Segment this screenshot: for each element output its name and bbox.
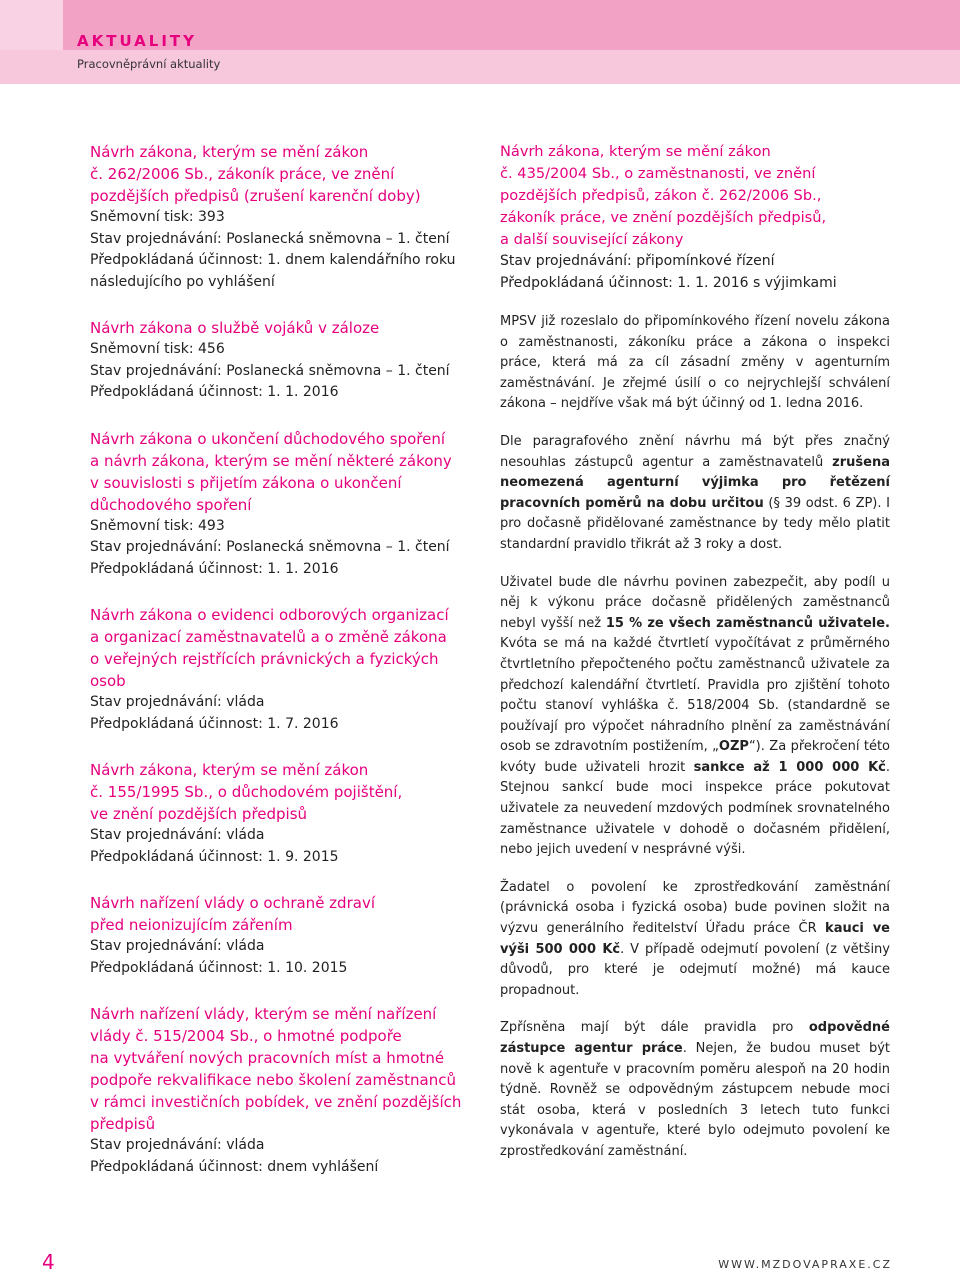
entry-detail-line: Stav projednávání: Poslanecká sněmovna – 1. čtení bbox=[90, 230, 450, 247]
entry-title-line: ve znění pozdějších předpisů bbox=[90, 805, 308, 823]
entry-detail-line: Předpokládaná účinnost: 1. dnem kalendářního roku bbox=[90, 252, 456, 268]
entry-title-line: zákoník práce, ve znění pozdějších předpisů, bbox=[500, 209, 827, 226]
legislation-entry bbox=[90, 759, 485, 868]
section-subtitle: Pracovněprávní aktuality bbox=[77, 57, 221, 71]
legislation-entry bbox=[90, 317, 485, 404]
entry-title-line: před neionizujícím zářením bbox=[90, 916, 293, 934]
entry-title-line: na vytváření nových pracovních míst a hmotné bbox=[90, 1049, 445, 1067]
entry-title-line: důchodového spoření bbox=[90, 495, 252, 514]
right-column bbox=[500, 141, 890, 1180]
entry-detail-line: následujícího po vyhlášení bbox=[90, 273, 275, 290]
entry-title-line: vlády č. 515/2004 Sb., o hmotné podpoře bbox=[90, 1027, 402, 1045]
entry-detail-line: Sněmovní tisk: 456 bbox=[90, 341, 225, 357]
entry-detail-line: Předpokládaná účinnost: 1. 10. 2015 bbox=[90, 959, 348, 976]
entry-title-line: o veřejných rejstřících právnických a fyzických bbox=[90, 650, 439, 668]
highlight-text: odpovědné zástupce agentur práce bbox=[500, 1020, 890, 1056]
entry-title-line: Návrh nařízení vlády o ochraně zdraví bbox=[90, 894, 375, 912]
paragraph-5: Zpřísněna mají být dále pravidla pro odpovědné zástupce agentur práce. Nejen, že budou muset být nově k agentuře v pracovním poměru alespoň na 20 hodin týdně. Rovněž se odpovědným zástupcem nebude moci stát osoba, která v posledních 3 letech tuto funkci vykonávala v agentuře, které bylo odejmuto povolení ke zprostředkování zaměstnání. bbox=[500, 1020, 891, 1159]
legislation-entry bbox=[90, 604, 485, 735]
entry-title-line: v rámci investičních pobídek, ve znění pozdějších bbox=[90, 1093, 462, 1111]
entry-detail-line: Předpokládaná účinnost: 1. 1. 2016 s výjimkami bbox=[500, 274, 837, 291]
entry-title-line: č. 262/2006 Sb., zákoník práce, ve znění bbox=[90, 165, 395, 183]
legislation-entry bbox=[90, 1003, 485, 1178]
entry-detail-line: Stav projednávání: připomínkové řízení bbox=[500, 253, 775, 269]
entry-title-line: a návrh zákona, kterým se mění některé zákony bbox=[90, 451, 452, 470]
legislation-entry bbox=[90, 141, 485, 293]
entry-detail-line: Předpokládaná účinnost: 1. 9. 2015 bbox=[90, 848, 339, 865]
paragraph-1: MPSV již rozeslalo do připomínkového řízení novelu zákona o zaměstnanosti, zákoníku práce a zákona o inspekci práce, která má za cíl zásadní změny v agenturním zaměstnávání. Je zřejmé úsilí o co nejrychlejší schválení zákona – nejdříve však má být účinný od 1. ledna 2016. bbox=[500, 314, 890, 412]
header-inner-block bbox=[63, 0, 960, 50]
left-column bbox=[90, 141, 485, 1202]
entry-detail-line: Sněmovní tisk: 393 bbox=[90, 209, 225, 225]
entry-detail-line: Stav projednávání: Poslanecká sněmovna – 1. čtení bbox=[90, 539, 450, 555]
entry-detail-line: Předpokládaná účinnost: 1. 7. 2016 bbox=[90, 715, 339, 732]
entry-title-line: osob bbox=[90, 672, 126, 690]
entry-title-line: č. 155/1995 Sb., o důchodovém pojištění, bbox=[90, 783, 403, 801]
entry-title-line: Návrh zákona, kterým se mění zákon bbox=[90, 761, 369, 779]
entry-title-line: č. 435/2004 Sb., o zaměstnanosti, ve znění bbox=[500, 165, 816, 182]
paragraph-2: Dle paragrafového znění návrhu má být přes značný nesouhlas zástupců agentur a zaměstnavatelů zrušena neomezená agenturní výjimka pro řetězení pracovních poměrů na dobu určitou (§ 39 odst. 6 ZP). I pro dočasně přidělované zaměstnance by tedy mělo platit standardní pravidlo třikrát až 3 roky a dost. bbox=[500, 433, 890, 552]
section-kicker: AKTUALITY bbox=[77, 32, 198, 50]
entry-title-line: Návrh zákona o evidenci odborových organizací bbox=[90, 606, 449, 624]
highlight-text: kauci ve výši 500 000 Kč bbox=[500, 921, 890, 957]
entry-detail-line: Stav projednávání: vláda bbox=[90, 1137, 265, 1153]
legislation-entry bbox=[90, 892, 485, 979]
highlight-text: OZP bbox=[718, 739, 749, 755]
paragraph-3: Uživatel bude dle návrhu povinen zabezpečit, aby podíl u něj k výkonu práce dočasně přidělených zaměstnanců nebyl vyšší než 15 % ze všech zaměstnanců uživatele. Kvóta se má na každé čtvrtletí vypočítávat z průměrného čtvrtletního přepočteného počtu zaměstnanců uživatele za předchozí kalendářní čtvrtletí. Pravidla pro zjištění tohoto počtu stanoví vyhláška č. 518/2004 Sb. (standardně se používají pro výpočet náhradního plnění za zaměstnávání osob se zdravotním postižením, „OZP“). Za překročení této kvóty bude uživateli hrozit sankce až 1 000 000 Kč. Stejnou sankcí bude moci inspekce práce pokutovat uživatele za neuvedení mzdových podmínek srovnatelného zaměstnance uživatele v dohodě o dočasném přidělení, nebo jejich uvedení v nesprávné výši. bbox=[500, 574, 890, 858]
highlight-text: 15 % ze všech zaměstnanců uživatele. bbox=[605, 615, 890, 631]
entry-title-line: Návrh zákona o službě vojáků v záloze bbox=[90, 319, 380, 337]
entry-title-line: Návrh zákona, kterým se mění zákon bbox=[500, 143, 771, 160]
website-url: WWW.MZDOVAPRAXE.CZ bbox=[718, 1258, 892, 1271]
entry-detail-line: Sněmovní tisk: 493 bbox=[90, 517, 225, 534]
entry-title-line: v souvislosti s přijetím zákona o ukončení bbox=[90, 473, 402, 492]
entry-title-line: předpisů bbox=[90, 1115, 156, 1133]
entry-detail-line: Předpokládaná účinnost: 1. 1. 2016 bbox=[90, 384, 339, 400]
entry-title-line: pozdějších předpisů, zákon č. 262/2006 Sb., bbox=[500, 187, 822, 204]
highlight-text: zrušena neomezená agenturní výjimka pro řetězení pracovních poměrů na dobu určitou bbox=[500, 454, 890, 511]
legislation-entry-right bbox=[500, 141, 890, 294]
entry-title-line: a organizací zaměstnavatelů a o změně zákona bbox=[90, 628, 447, 646]
entry-detail-line: Stav projednávání: vláda bbox=[90, 938, 265, 954]
entry-detail-line: Stav projednávání: vláda bbox=[90, 694, 265, 710]
entry-title-line: podpoře rekvalifikace nebo školení zaměstnanců bbox=[90, 1071, 456, 1089]
entry-title-line: Návrh nařízení vlády, kterým se mění nařízení bbox=[90, 1005, 437, 1023]
page-number: 4 bbox=[42, 1250, 55, 1274]
entry-title-line: pozdějších předpisů (zrušení karenční doby) bbox=[90, 187, 421, 205]
header-left-block bbox=[0, 0, 63, 50]
entry-detail-line: Stav projednávání: vláda bbox=[90, 827, 265, 843]
entry-detail-line: Stav projednávání: Poslanecká sněmovna – 1. čtení bbox=[90, 362, 450, 379]
entry-title-line: Návrh zákona o ukončení důchodového spoření bbox=[90, 429, 446, 448]
legislation-entry bbox=[90, 428, 485, 581]
entry-detail-line: Předpokládaná účinnost: dnem vyhlášení bbox=[90, 1158, 379, 1175]
entry-title-line: Návrh zákona, kterým se mění zákon bbox=[90, 143, 369, 161]
entry-title-line: a další související zákony bbox=[500, 231, 684, 248]
highlight-text: sankce až 1 000 000 Kč bbox=[693, 759, 886, 775]
entry-detail-line: Předpokládaná účinnost: 1. 1. 2016 bbox=[90, 560, 339, 577]
paragraph-4: Žadatel o povolení ke zprostředkování zaměstnání (právnická osoba i fyzická osoba) bude povinen složit na výzvu generálního ředitelství Úřadu práce ČR kauci ve výši 500 000 Kč. V případě odejmutí povolení (z většiny důvodů, pro které je odejmutí možné) má kauce propadnout. bbox=[500, 879, 890, 998]
